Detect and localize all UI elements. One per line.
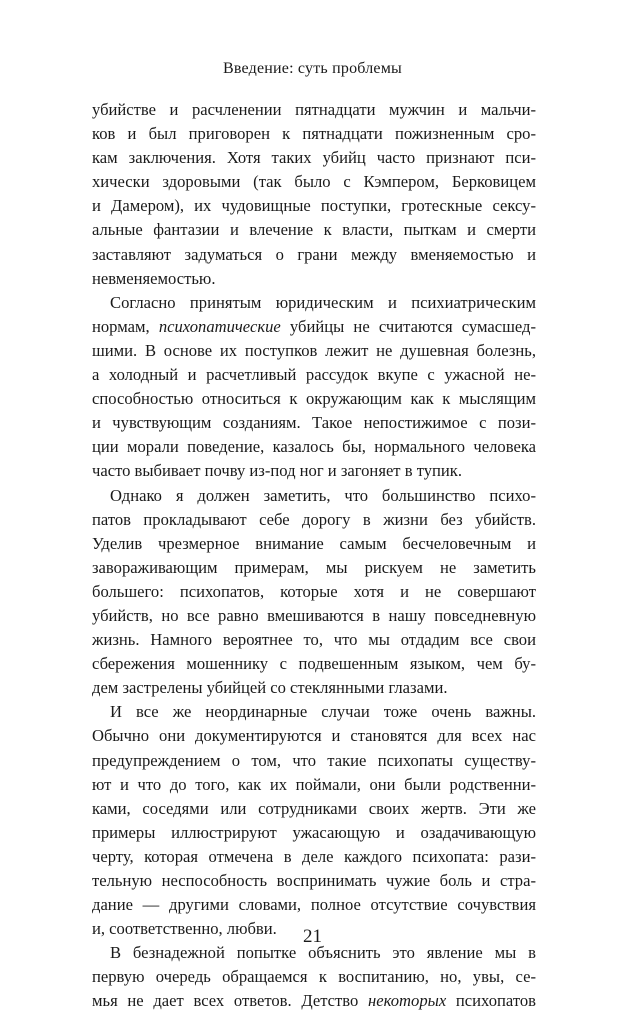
text-line: убийстве и расчленении пятнадцати мужчин и мальчи- — [92, 100, 536, 119]
text-line: убийств, но все равно вмешиваются в нашу повседневную — [92, 605, 536, 625]
text-line: и чувствующим созданиям. Такое непостижимое с пози- — [92, 413, 536, 433]
text-line: патов прокладывают себе дорогу в жизни без убийств. — [92, 509, 536, 529]
text-line: дем застрелены убийцей со стеклянными глазами. — [92, 678, 448, 698]
text-line: Однако я должен заметить, что большинство психо- — [110, 485, 536, 505]
text-line: а холодный и расчетливый рассудок вкупе с ужасной не- — [92, 365, 536, 385]
text-line: ции морали поведение, казалось бы, нормального человека — [92, 437, 536, 457]
text-line: мья не дает всех ответов. Детство некоторых психопатов — [92, 991, 536, 1011]
text-line: и Дамером), их чудовищные поступки, гротескные сексу- — [92, 196, 536, 216]
text-line: дание — другими словами, полное отсутствие сочувствия — [92, 895, 536, 915]
text-line: заставляют задуматься о грани между вменяемостью и — [92, 244, 536, 264]
text-line: завораживающим примерам, мы рискуем не заметить — [92, 557, 536, 577]
text-line: часто выбивает почву из-под ног и загоняет в тупик. — [92, 461, 462, 481]
page-body-text — [92, 98, 536, 1014]
text-line: жизнь. Намного вероятнее то, что мы отдадим все свои — [92, 630, 536, 650]
text-line: Согласно принятым юридическим и психиатрическим — [110, 292, 536, 312]
text-line: В безнадежной попытке объяснить это явление мы в — [110, 943, 536, 963]
text-line: кам заключения. Хотя таких убийц часто признают пси- — [92, 148, 536, 168]
text-line: хически здоровыми (так было с Кэмпером, Берковицем — [92, 172, 536, 192]
text-line: и, соответственно, любви. — [92, 919, 277, 939]
running-header: Введение: суть проблемы — [223, 60, 402, 77]
text-line: Уделив чрезмерное внимание самым бесчеловечным и — [92, 533, 536, 553]
text-line: примеры иллюстрируют ужасающую и озадачивающую — [92, 822, 536, 842]
text-line: нормам, психопатические убийцы не считаются сумасшед- — [92, 316, 536, 336]
text-line: ками, соседями или сотрудниками своих жертв. Эти же — [92, 798, 536, 818]
page-number: 21 — [303, 926, 322, 947]
text-line: шими. В основе их поступков лежит не душевная болезнь, — [92, 340, 536, 360]
text-line: невменяемостью. — [92, 268, 216, 288]
text-line: тельную неспособность воспринимать чужие боль и стра- — [92, 871, 536, 890]
text-line: ют и что до того, как их поймали, они были родственни- — [92, 774, 536, 794]
text-line: И все же неординарные случаи тоже очень важны. — [110, 702, 536, 722]
text-line: предупреждением о том, что такие психопаты существу- — [92, 750, 536, 770]
text-line: большего: психопатов, которые хотя и не совершают — [92, 581, 536, 601]
text-line: альные фантазии и влечение к власти, пыткам и смерти — [92, 220, 536, 240]
text-line: первую очередь обращаемся к воспитанию, но, увы, се- — [92, 967, 536, 987]
text-line: ков и был приговорен к пятнадцати пожизненным сро- — [92, 124, 536, 144]
text-line: Обычно они документируются и становятся для всех нас — [92, 726, 536, 746]
text-line: способностью относиться к окружающим как к мыслящим — [92, 389, 536, 409]
text-line: черту, которая отмечена в деле каждого психопата: рази- — [92, 846, 536, 866]
text-line: сбережения мошеннику с подвешенным языком, чем бу- — [92, 654, 536, 674]
